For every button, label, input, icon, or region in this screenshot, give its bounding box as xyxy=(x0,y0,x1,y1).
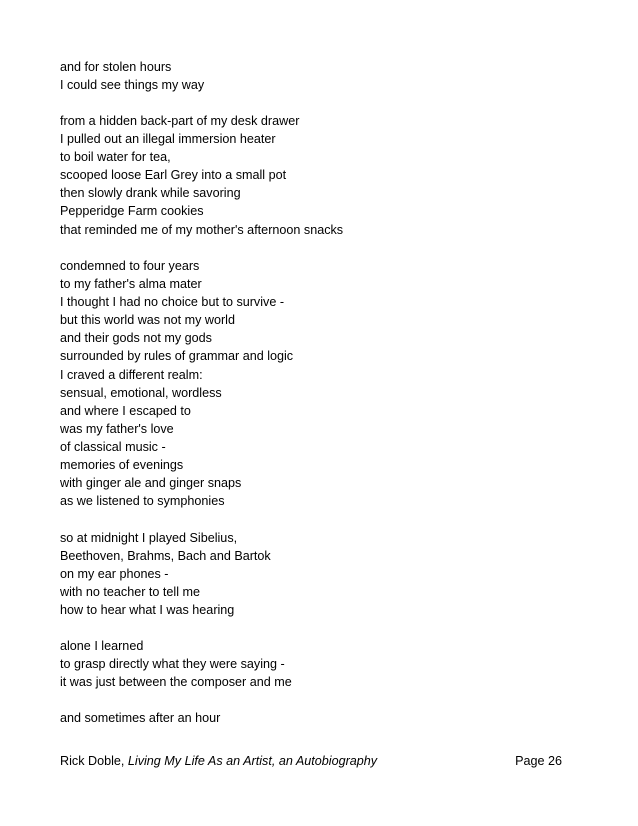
page-footer xyxy=(60,752,562,770)
poem-line: was my father's love xyxy=(60,421,174,436)
poem-line: surrounded by rules of grammar and logic xyxy=(60,349,294,364)
poem-line: Beethoven, Brahms, Bach and Bartok xyxy=(60,549,271,564)
poem-line: as we listened to symphonies xyxy=(60,494,225,509)
poem-line: I craved a different realm: xyxy=(60,367,203,382)
stanza-5 xyxy=(60,637,292,691)
poem-line: sensual, emotional, wordless xyxy=(60,385,222,400)
stanza-4 xyxy=(60,529,271,619)
poem-line: and their gods not my gods xyxy=(60,331,212,346)
poem-line: but this world was not my world xyxy=(60,313,235,328)
poem-line: memories of evenings xyxy=(60,458,184,473)
poem-line: alone I learned xyxy=(60,639,144,653)
stanza-3 xyxy=(60,257,293,510)
poem-line: with no teacher to tell me xyxy=(60,585,201,600)
poem-line: then slowly drank while savoring xyxy=(60,186,241,201)
poem-line: on my ear phones - xyxy=(60,567,169,582)
poem-line: and for stolen hours xyxy=(60,60,172,74)
poem-line: and where I escaped to xyxy=(60,403,191,418)
poem-line: I pulled out an illegal immersion heater xyxy=(60,132,276,147)
poem-line: it was just between the composer and me xyxy=(60,675,292,690)
page-number: Page 26 xyxy=(515,754,562,768)
poem-line: to grasp directly what they were saying - xyxy=(60,657,285,672)
footer-book-title: Living My Life As an Artist, an Autobiography xyxy=(127,754,378,768)
footer-author: Rick Doble, xyxy=(60,754,125,768)
poem-line: I could see things my way xyxy=(60,78,205,93)
poem-line: condemned to four years xyxy=(60,259,200,273)
poem-line: how to hear what I was hearing xyxy=(60,603,235,618)
stanza-6 xyxy=(60,709,220,727)
stanza-2 xyxy=(60,112,343,239)
poem-line: to my father's alma mater xyxy=(60,277,202,292)
poem-line: and sometimes after an hour xyxy=(60,711,221,725)
poem-line: that reminded me of my mother's afternoon snacks xyxy=(60,222,344,237)
poem-line: scooped loose Earl Grey into a small pot xyxy=(60,168,287,183)
poem-line: with ginger ale and ginger snaps xyxy=(60,476,242,491)
poem-line: of classical music - xyxy=(60,439,166,454)
stanza-1 xyxy=(60,58,204,94)
poem-line: Pepperidge Farm cookies xyxy=(60,204,204,219)
poem-line: I thought I had no choice but to survive - xyxy=(60,295,285,310)
poem-line: from a hidden back-part of my desk drawer xyxy=(60,114,300,128)
poem-line: so at midnight I played Sibelius, xyxy=(60,531,238,545)
poem-line: to boil water for tea, xyxy=(60,150,171,165)
